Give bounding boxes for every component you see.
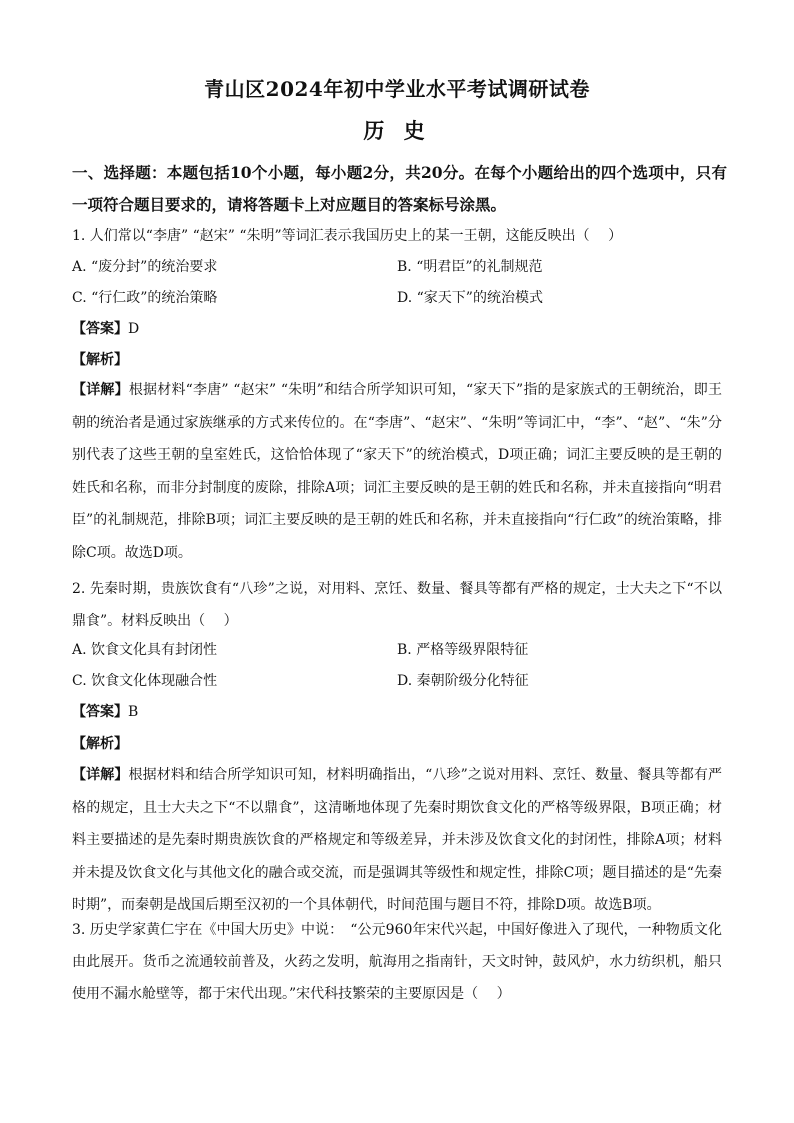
answer-value: D	[128, 321, 140, 337]
question-2-option-a: A. 饮食文化具有封闭性	[72, 642, 218, 658]
question-1-option-b: B. “明君臣”的礼制规范	[397, 259, 543, 275]
question-2-analysis-label: 【解析】	[72, 736, 128, 752]
exam-title: 青山区2024年初中学业水平考试调研试卷	[204, 77, 590, 101]
question-2-stem: 2. 先秦时期，贵族饮食有“八珍”之说，对用料、烹饪、数量、餐具等都有严格的规定，士大夫之下“不以鼎食”。材料反映出（ ）	[72, 581, 722, 629]
question-1-analysis-label: 【解析】	[72, 352, 128, 368]
question-1-stem: 1. 人们常以“李唐” “赵宋” “朱明”等词汇表示我国历史上的某一王朝，这能反映出（ ）	[72, 228, 623, 244]
question-1-option-c: C. “行仁政”的统治策略	[72, 290, 218, 306]
question-2-option-d: D. 秦朝阶级分化特征	[397, 673, 529, 689]
answer-value: B	[128, 704, 139, 720]
detail-text: 根据材料和结合所学知识可知，材料明确指出，“八珍”之说对用料、烹饪、数量、餐具等都有严格的规定，且士大夫之下“不以鼎食”，这清晰地体现了先秦时期饮食文化的严格等级界限，B项正确；材料主要描述的是先秦时期贵族饮食的严格规定和等级差异，并未涉及饮食文化的封闭性，排除A项；材料并未提及饮食文化与其他文化的融合或交流，而是强调其等级性和规定性，排除C项；题目描述的是“先秦时期”，而秦朝是战国后期至汉初的一个具体朝代，时间范围与题目不符，排除D项。故选B项。	[72, 767, 723, 913]
question-2-option-b: B. 严格等级界限特征	[397, 642, 529, 658]
answer-label: 【答案】	[72, 321, 128, 337]
question-1-option-d: D. “家天下”的统治模式	[397, 290, 543, 306]
question-2-answer	[72, 702, 138, 722]
question-2-option-c: C. 饮食文化体现融合性	[72, 673, 218, 689]
section-instructions: 一、选择题：本题包括10个小题，每小题2分，共20分。在每个小题给出的四个选项中，只有一项符合题目要求的，请将答题卡上对应题目的答案标号涂黑。	[72, 163, 727, 214]
question-2-detail	[72, 759, 722, 922]
answer-label: 【答案】	[72, 704, 128, 720]
question-1-answer	[72, 319, 139, 339]
exam-subject: 历 史	[363, 118, 431, 143]
detail-text: 根据材料“李唐” “赵宋” “朱明”和结合所学知识可知，“家天下”指的是家族式的王朝统治，即王朝的统治者是通过家族继承的方式来传位的。在“李唐”、“赵宋”、“朱明”等词汇中，“李”、“赵”、“朱”分别代表了这些王朝的皇室姓氏，这恰恰体现了“家天下”的统治模式，D项正确；词汇主要反映的是王朝的姓氏和名称，而非分封制度的废除，排除A项；词汇主要反映的是王朝的姓氏和名称，并未直接指向“明君臣”的礼制规范，排除B项；词汇主要反映的是王朝的姓氏和名称，并未直接指向“行仁政”的统治策略，排除C项。故选D项。	[72, 382, 723, 561]
detail-label: 【详解】	[72, 382, 129, 398]
question-3-stem: 3. 历史学家黄仁宇在《中国大历史》中说： “公元960年宋代兴起，中国好像进入了现代，一种物质文化由此展开。货币之流通较前普及，火药之发明，航海用之指南针，天文时钟，鼓风炉，水力纺织机，船只使用不漏水舱壁等，都于宋代出现。”宋代科技繁荣的主要原因是（ ）	[72, 922, 722, 1002]
question-1-detail	[72, 374, 722, 569]
question-1-option-a: A. “废分封”的统治要求	[72, 259, 218, 275]
detail-label: 【详解】	[72, 767, 129, 783]
